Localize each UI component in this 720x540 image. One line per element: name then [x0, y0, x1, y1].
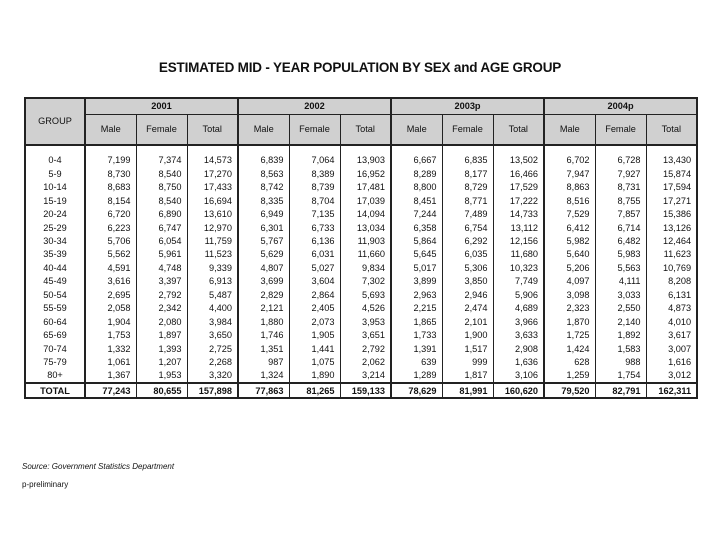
value-cell: 1,061 [85, 356, 136, 369]
value-cell: 8,729 [442, 181, 493, 194]
age-group-cell: 65-69 [43, 330, 67, 341]
value-cell: 13,903 [340, 145, 391, 167]
value-cell: 2,792 [340, 342, 391, 355]
value-cell: 13,502 [493, 145, 544, 167]
value-cell: 5,027 [289, 262, 340, 275]
value-cell: 6,031 [289, 248, 340, 261]
value-cell: 2,550 [595, 302, 646, 315]
table-row [25, 221, 697, 234]
value-cell: 1,636 [493, 356, 544, 369]
value-cell: 6,136 [289, 235, 340, 248]
value-cell: 6,835 [442, 145, 493, 167]
value-cell: 13,430 [646, 145, 697, 167]
value-cell: 14,573 [187, 145, 238, 167]
value-cell: 6,913 [187, 275, 238, 288]
value-cell: 6,720 [85, 208, 136, 221]
value-cell: 11,660 [340, 248, 391, 261]
value-cell: 1,075 [289, 356, 340, 369]
value-cell: 6,482 [595, 235, 646, 248]
age-group-cell: 25-29 [43, 222, 67, 233]
table-header [25, 98, 697, 145]
value-cell: 999 [442, 356, 493, 369]
value-cell: 2,864 [289, 288, 340, 301]
value-cell: 1,393 [136, 342, 187, 355]
column-header-total: Total [340, 115, 391, 146]
value-cell: 3,899 [391, 275, 442, 288]
value-cell: 6,358 [391, 221, 442, 234]
value-cell: 7,947 [544, 167, 595, 180]
value-cell: 4,689 [493, 302, 544, 315]
value-cell: 2,268 [187, 356, 238, 369]
value-cell: 2,405 [289, 302, 340, 315]
value-cell: 80,655 [136, 383, 187, 398]
value-cell: 6,667 [391, 145, 442, 167]
value-cell: 8,730 [85, 167, 136, 180]
value-cell: 157,898 [187, 383, 238, 398]
value-cell: 1,890 [289, 369, 340, 383]
value-cell: 4,873 [646, 302, 697, 315]
population-table [24, 97, 698, 399]
value-cell: 2,908 [493, 342, 544, 355]
column-header-male: Male [544, 115, 595, 146]
value-cell: 4,111 [595, 275, 646, 288]
total-row [25, 383, 697, 398]
age-group-cell: 45-49 [43, 276, 67, 287]
value-cell: 2,474 [442, 302, 493, 315]
value-cell: 12,464 [646, 235, 697, 248]
value-cell: 5,706 [85, 235, 136, 248]
value-cell: 628 [544, 356, 595, 369]
column-header-total: Total [187, 115, 238, 146]
value-cell: 16,694 [187, 194, 238, 207]
value-cell: 3,012 [646, 369, 697, 383]
value-cell: 1,441 [289, 342, 340, 355]
value-cell: 2,946 [442, 288, 493, 301]
value-cell: 2,215 [391, 302, 442, 315]
value-cell: 17,433 [187, 181, 238, 194]
value-cell: 6,412 [544, 221, 595, 234]
age-group-cell: 10-14 [43, 182, 67, 193]
value-cell: 3,397 [136, 275, 187, 288]
value-cell: 5,983 [595, 248, 646, 261]
value-cell: 3,651 [340, 329, 391, 342]
value-cell: 2,695 [85, 288, 136, 301]
value-cell: 13,034 [340, 221, 391, 234]
value-cell: 11,523 [187, 248, 238, 261]
value-cell: 5,562 [85, 248, 136, 261]
value-cell: 1,754 [595, 369, 646, 383]
value-cell: 6,747 [136, 221, 187, 234]
value-cell: 1,904 [85, 315, 136, 328]
value-cell: 1,865 [391, 315, 442, 328]
value-cell: 3,966 [493, 315, 544, 328]
value-cell: 2,963 [391, 288, 442, 301]
value-cell: 3,616 [85, 275, 136, 288]
table-row [25, 288, 697, 301]
value-cell: 17,271 [646, 194, 697, 207]
value-cell: 5,629 [238, 248, 289, 261]
value-cell: 17,039 [340, 194, 391, 207]
value-cell: 3,650 [187, 329, 238, 342]
value-cell: 8,731 [595, 181, 646, 194]
value-cell: 8,208 [646, 275, 697, 288]
value-cell: 17,481 [340, 181, 391, 194]
value-cell: 10,769 [646, 262, 697, 275]
age-group-cell: 50-54 [43, 289, 67, 300]
value-cell: 9,339 [187, 262, 238, 275]
value-cell: 3,106 [493, 369, 544, 383]
age-group-cell: 80+ [47, 370, 63, 381]
value-cell: 3,007 [646, 342, 697, 355]
value-cell: 1,892 [595, 329, 646, 342]
value-cell: 8,750 [136, 181, 187, 194]
value-cell: 8,540 [136, 167, 187, 180]
value-cell: 988 [595, 356, 646, 369]
value-cell: 4,591 [85, 262, 136, 275]
value-cell: 2,725 [187, 342, 238, 355]
value-cell: 3,850 [442, 275, 493, 288]
table-row [25, 356, 697, 369]
value-cell: 987 [238, 356, 289, 369]
value-cell: 1,367 [85, 369, 136, 383]
value-cell: 6,728 [595, 145, 646, 167]
table-row [25, 248, 697, 261]
value-cell: 3,320 [187, 369, 238, 383]
table-row [25, 145, 697, 167]
value-cell: 2,792 [136, 288, 187, 301]
value-cell: 1,424 [544, 342, 595, 355]
value-cell: 3,633 [493, 329, 544, 342]
value-cell: 12,156 [493, 235, 544, 248]
value-cell: 17,529 [493, 181, 544, 194]
value-cell: 78,629 [391, 383, 442, 398]
table-row [25, 235, 697, 248]
value-cell: 8,335 [238, 194, 289, 207]
value-cell: 14,733 [493, 208, 544, 221]
value-cell: 1,905 [289, 329, 340, 342]
value-cell: 1,870 [544, 315, 595, 328]
table-row [25, 262, 697, 275]
population-table-container [24, 97, 696, 399]
value-cell: 8,516 [544, 194, 595, 207]
age-group-cell: 20-24 [43, 209, 67, 220]
value-cell: 2,140 [595, 315, 646, 328]
value-cell: 7,857 [595, 208, 646, 221]
value-cell: 6,131 [646, 288, 697, 301]
value-cell: 1,616 [646, 356, 697, 369]
value-cell: 7,489 [442, 208, 493, 221]
value-cell: 12,970 [187, 221, 238, 234]
value-cell: 8,863 [544, 181, 595, 194]
value-cell: 7,199 [85, 145, 136, 167]
value-cell: 11,623 [646, 248, 697, 261]
value-cell: 15,386 [646, 208, 697, 221]
year-header: 2004p [544, 98, 697, 115]
column-header-male: Male [238, 115, 289, 146]
value-cell: 7,064 [289, 145, 340, 167]
value-cell: 14,094 [340, 208, 391, 221]
value-cell: 7,749 [493, 275, 544, 288]
value-cell: 8,704 [289, 194, 340, 207]
value-cell: 8,742 [238, 181, 289, 194]
value-cell: 5,640 [544, 248, 595, 261]
column-header-total: Total [646, 115, 697, 146]
value-cell: 5,206 [544, 262, 595, 275]
value-cell: 8,683 [85, 181, 136, 194]
age-group-cell: 15-19 [43, 195, 67, 206]
value-cell: 1,583 [595, 342, 646, 355]
value-cell: 1,391 [391, 342, 442, 355]
value-cell: 6,839 [238, 145, 289, 167]
value-cell: 13,610 [187, 208, 238, 221]
year-header: 2003p [391, 98, 544, 115]
value-cell: 8,800 [391, 181, 442, 194]
value-cell: 8,154 [85, 194, 136, 207]
value-cell: 11,759 [187, 235, 238, 248]
value-cell: 13,126 [646, 221, 697, 234]
value-cell: 8,389 [289, 167, 340, 180]
value-cell: 1,351 [238, 342, 289, 355]
age-group-cell: 5-9 [48, 168, 62, 179]
value-cell: 5,017 [391, 262, 442, 275]
value-cell: 4,400 [187, 302, 238, 315]
value-cell: 5,645 [391, 248, 442, 261]
value-cell: 1,517 [442, 342, 493, 355]
value-cell: 3,214 [340, 369, 391, 383]
year-header: 2002 [238, 98, 391, 115]
value-cell: 81,265 [289, 383, 340, 398]
value-cell: 10,323 [493, 262, 544, 275]
table-row [25, 181, 697, 194]
value-cell: 77,863 [238, 383, 289, 398]
value-cell: 79,520 [544, 383, 595, 398]
value-cell: 6,054 [136, 235, 187, 248]
value-cell: 7,927 [595, 167, 646, 180]
table-row [25, 315, 697, 328]
value-cell: 4,010 [646, 315, 697, 328]
table-row [25, 167, 697, 180]
column-header-female: Female [595, 115, 646, 146]
column-header-female: Female [442, 115, 493, 146]
value-cell: 162,311 [646, 383, 697, 398]
age-group-cell: 30-34 [43, 236, 67, 247]
value-cell: 3,604 [289, 275, 340, 288]
table-row [25, 194, 697, 207]
value-cell: 1,289 [391, 369, 442, 383]
age-group-cell: 0-4 [48, 155, 62, 166]
value-cell: 1,324 [238, 369, 289, 383]
value-cell: 7,135 [289, 208, 340, 221]
table-row [25, 342, 697, 355]
value-cell: 8,755 [595, 194, 646, 207]
value-cell: 2,058 [85, 302, 136, 315]
table-body [25, 145, 697, 398]
value-cell: 7,302 [340, 275, 391, 288]
value-cell: 6,714 [595, 221, 646, 234]
preliminary-note: p-preliminary [22, 480, 69, 489]
value-cell: 8,289 [391, 167, 442, 180]
value-cell: 8,739 [289, 181, 340, 194]
value-cell: 2,062 [340, 356, 391, 369]
table-row [25, 329, 697, 342]
column-header-female: Female [289, 115, 340, 146]
value-cell: 2,101 [442, 315, 493, 328]
age-group-cell: 75-79 [43, 356, 67, 367]
value-cell: 5,864 [391, 235, 442, 248]
value-cell: 2,342 [136, 302, 187, 315]
age-group-cell: 40-44 [43, 262, 67, 273]
value-cell: 2,073 [289, 315, 340, 328]
value-cell: 7,529 [544, 208, 595, 221]
table-row [25, 369, 697, 383]
value-cell: 3,984 [187, 315, 238, 328]
value-cell: 8,563 [238, 167, 289, 180]
value-cell: 4,526 [340, 302, 391, 315]
value-cell: 2,829 [238, 288, 289, 301]
value-cell: 4,807 [238, 262, 289, 275]
value-cell: 6,949 [238, 208, 289, 221]
value-cell: 1,900 [442, 329, 493, 342]
table-row [25, 208, 697, 221]
value-cell: 6,301 [238, 221, 289, 234]
value-cell: 1,725 [544, 329, 595, 342]
column-header-total: Total [493, 115, 544, 146]
value-cell: 6,733 [289, 221, 340, 234]
value-cell: 82,791 [595, 383, 646, 398]
value-cell: 17,270 [187, 167, 238, 180]
age-group-cell: 35-39 [43, 249, 67, 260]
value-cell: 159,133 [340, 383, 391, 398]
value-cell: 5,906 [493, 288, 544, 301]
value-cell: 11,680 [493, 248, 544, 261]
value-cell: 77,243 [85, 383, 136, 398]
value-cell: 5,961 [136, 248, 187, 261]
value-cell: 13,112 [493, 221, 544, 234]
value-cell: 9,834 [340, 262, 391, 275]
value-cell: 15,874 [646, 167, 697, 180]
value-cell: 5,693 [340, 288, 391, 301]
value-cell: 8,540 [136, 194, 187, 207]
year-header: 2001 [85, 98, 238, 115]
value-cell: 4,748 [136, 262, 187, 275]
column-header-male: Male [391, 115, 442, 146]
value-cell: 3,098 [544, 288, 595, 301]
column-header-female: Female [136, 115, 187, 146]
value-cell: 17,594 [646, 181, 697, 194]
value-cell: 16,952 [340, 167, 391, 180]
value-cell: 1,953 [136, 369, 187, 383]
value-cell: 639 [391, 356, 442, 369]
value-cell: 11,903 [340, 235, 391, 248]
age-group-cell: 60-64 [43, 316, 67, 327]
value-cell: 1,332 [85, 342, 136, 355]
value-cell: 2,080 [136, 315, 187, 328]
value-cell: 1,746 [238, 329, 289, 342]
value-cell: 81,991 [442, 383, 493, 398]
value-cell: 1,897 [136, 329, 187, 342]
column-header-male: Male [85, 115, 136, 146]
value-cell: 8,771 [442, 194, 493, 207]
value-cell: 6,890 [136, 208, 187, 221]
value-cell: 160,620 [493, 383, 544, 398]
value-cell: 17,222 [493, 194, 544, 207]
value-cell: 4,097 [544, 275, 595, 288]
source-note: Source: Government Statistics Department [22, 462, 175, 471]
value-cell: 1,259 [544, 369, 595, 383]
table-row [25, 302, 697, 315]
value-cell: 1,733 [391, 329, 442, 342]
age-group-cell: 55-59 [43, 303, 67, 314]
value-cell: 6,035 [442, 248, 493, 261]
value-cell: 16,466 [493, 167, 544, 180]
value-cell: 2,121 [238, 302, 289, 315]
value-cell: 5,767 [238, 235, 289, 248]
value-cell: 6,702 [544, 145, 595, 167]
value-cell: 8,177 [442, 167, 493, 180]
value-cell: 3,033 [595, 288, 646, 301]
value-cell: 8,451 [391, 194, 442, 207]
page-title: ESTIMATED MID - YEAR POPULATION BY SEX and AGE GROUP [158, 60, 562, 75]
value-cell: 1,753 [85, 329, 136, 342]
value-cell: 3,699 [238, 275, 289, 288]
value-cell: 5,306 [442, 262, 493, 275]
value-cell: 3,953 [340, 315, 391, 328]
value-cell: 5,982 [544, 235, 595, 248]
value-cell: 1,880 [238, 315, 289, 328]
value-cell: 7,374 [136, 145, 187, 167]
value-cell: 6,223 [85, 221, 136, 234]
value-cell: 1,207 [136, 356, 187, 369]
value-cell: 3,617 [646, 329, 697, 342]
table-row [25, 275, 697, 288]
age-group-cell: TOTAL [25, 383, 85, 398]
value-cell: 1,817 [442, 369, 493, 383]
value-cell: 2,323 [544, 302, 595, 315]
value-cell: 5,487 [187, 288, 238, 301]
age-group-cell: 70-74 [43, 343, 67, 354]
group-column-header: GROUP [25, 98, 85, 145]
value-cell: 5,563 [595, 262, 646, 275]
value-cell: 6,754 [442, 221, 493, 234]
value-cell: 7,244 [391, 208, 442, 221]
value-cell: 6,292 [442, 235, 493, 248]
